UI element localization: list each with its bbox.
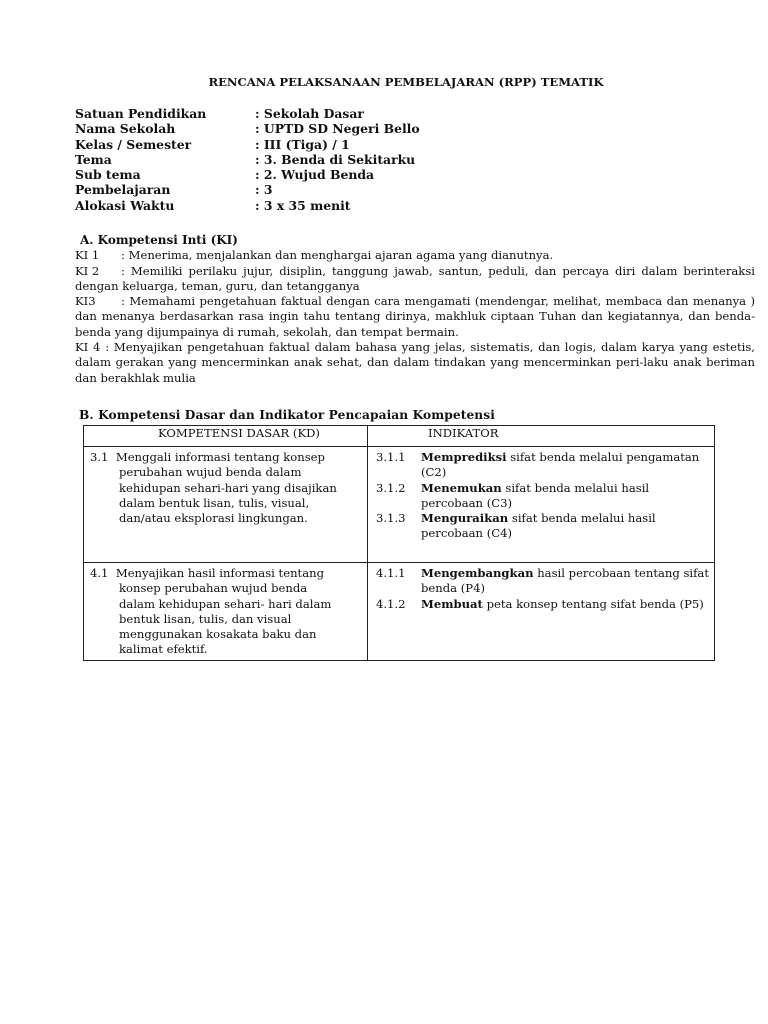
kd-line: dalam kehidupan sehari- hari dalam — [119, 596, 332, 611]
kd-line: dalam bentuk lisan, tulis, visual, — [119, 495, 310, 510]
identity-row — [75, 167, 420, 182]
identity-row — [75, 121, 420, 136]
kd-line: dan/atau eksplorasi lingkungan. — [119, 511, 308, 526]
kd-line: menggunakan kosakata baku dan — [119, 627, 317, 642]
indicator-text — [421, 566, 710, 597]
ki-item — [75, 340, 755, 386]
indicator-verb: Memprediksi — [421, 450, 507, 464]
indicator-verb: Mengembangkan — [421, 566, 534, 580]
ki-item — [75, 294, 755, 340]
identity-key: Alokasi Waktu — [75, 197, 175, 213]
indicator-text — [421, 597, 710, 612]
indicator-rest: sifat benda melalui hasil percobaan (C3) — [421, 480, 650, 510]
indicator-verb: Menguraikan — [421, 511, 509, 526]
ki-text: : Memahami pengetahuan faktual dengan cara mengamati (mendengar, melihat, membaca dan menanya ) dan menanya berdasarkan rasa ingin tahu tentang dirinya, makhluk ciptaan Tuhan dan kegiatannya, dan benda-benda yang dijumpainya di rumah, sekolah, dan tempat bermain. — [75, 294, 755, 339]
identity-value: : 3. Benda di Sekitarku — [255, 151, 416, 167]
indicator-item — [374, 450, 710, 481]
identity-key: Kelas / Semester — [75, 136, 192, 152]
table-header-row — [84, 426, 715, 447]
identity-row — [75, 137, 420, 152]
kd-line: kehidupan sehari-hari yang disajikan — [119, 480, 337, 495]
identity-value: : UPTD SD Negeri Bello — [255, 121, 420, 137]
kompetensi-inti-section — [75, 233, 755, 386]
kd-line: bentuk lisan, tulis, dan visual — [119, 611, 292, 626]
document-title: RENCANA PELAKSANAAN PEMBELAJARAN (RPP) TEMATIK — [208, 75, 604, 89]
indicator-item — [374, 566, 710, 597]
identity-row — [75, 182, 420, 197]
ki-code: KI 4 : — [75, 340, 110, 355]
indicator-cell — [368, 447, 715, 563]
identity-value: : 3 x 35 menit — [255, 197, 351, 213]
kd-text — [90, 566, 363, 658]
table-row — [84, 563, 715, 661]
ki-item — [75, 264, 755, 295]
indicator-rest: hasil percobaan tentang sifat benda (P4) — [421, 566, 709, 596]
identity-value: : Sekolah Dasar — [255, 106, 364, 121]
table-row — [84, 447, 715, 563]
indicator-item — [374, 511, 710, 542]
kd-indicator-table — [83, 425, 715, 661]
indicator-verb: Menemukan — [421, 480, 502, 495]
col-header-kd: KOMPETENSI DASAR (KD) — [84, 426, 368, 447]
indicator-number: 4.1.1 — [376, 566, 406, 580]
indicator-item — [374, 481, 710, 512]
kd-number: 4.1 — [90, 566, 109, 580]
kd-line: Menggali informasi tentang konsep — [115, 450, 325, 464]
kd-text — [90, 450, 363, 526]
indicator-rest: sifat benda melalui pengamatan (C2) — [421, 450, 700, 480]
kd-line: perubahan wujud benda dalam — [119, 465, 302, 480]
ki-text: : Menerima, menjalankan dan menghargai ajaran agama yang dianutnya. — [121, 248, 554, 263]
identity-key: Nama Sekolah — [75, 121, 176, 137]
kd-cell — [84, 563, 368, 661]
indicator-number: 4.1.2 — [376, 596, 406, 611]
identity-value: : 3 — [255, 182, 273, 198]
indicator-verb: Membuat — [421, 596, 483, 611]
ki-code: KI 2 — [75, 263, 100, 278]
ki-code: KI3 — [75, 294, 96, 309]
identity-row — [75, 198, 420, 213]
indicator-number: 3.1.2 — [376, 480, 406, 495]
indicator-text — [421, 511, 710, 542]
kd-line: Menyajikan hasil informasi tentang — [115, 566, 324, 580]
indicator-number: 3.1.3 — [376, 511, 406, 526]
identity-table — [75, 106, 420, 213]
kd-line: konsep perubahan wujud benda — [119, 581, 308, 596]
ki-text: : Memiliki perilaku jujur, disiplin, tanggung jawab, santun, peduli, dan percaya diri dalam berinteraksi dengan keluarga, teman, guru, dan tetangganya — [75, 263, 755, 293]
identity-key: Satuan Pendidikan — [75, 106, 207, 121]
identity-row — [75, 106, 420, 121]
identity-value: : 2. Wujud Benda — [255, 167, 375, 183]
section-b-heading: B. Kompetensi Dasar dan Indikator Pencapaian Kompetensi — [79, 408, 495, 422]
indicator-text — [421, 450, 710, 481]
kd-number: 3.1 — [90, 450, 109, 464]
indicator-item — [374, 597, 710, 612]
ki-code: KI 1 — [75, 248, 100, 263]
identity-value: : III (Tiga) / 1 — [255, 136, 350, 152]
ki-text: Menyajikan pengetahuan faktual dalam bahasa yang jelas, sistematis, dan logis, dalam karya yang estetis, dalam gerakan yang mencerminkan anak sehat, dan dalam tindakan yang mencerminkan peri-laku anak beriman dan berakhlak mulia — [75, 340, 755, 385]
indicator-number: 3.1.1 — [376, 450, 406, 464]
section-a-heading: A. Kompetensi Inti (KI) — [80, 233, 238, 247]
identity-key: Pembelajaran — [75, 182, 171, 198]
indicator-text — [421, 481, 710, 512]
kd-cell — [84, 447, 368, 563]
identity-key: Sub tema — [75, 167, 141, 183]
ki-item — [75, 248, 755, 263]
identity-key: Tema — [75, 151, 112, 167]
indicator-rest: sifat benda melalui hasil percobaan (C4) — [421, 511, 656, 541]
col-header-indikator: INDIKATOR — [368, 426, 715, 447]
indicator-cell — [368, 563, 715, 661]
indicator-rest: peta konsep tentang sifat benda (P5) — [482, 596, 704, 611]
identity-row — [75, 152, 420, 167]
kd-line: kalimat efektif. — [119, 642, 208, 657]
